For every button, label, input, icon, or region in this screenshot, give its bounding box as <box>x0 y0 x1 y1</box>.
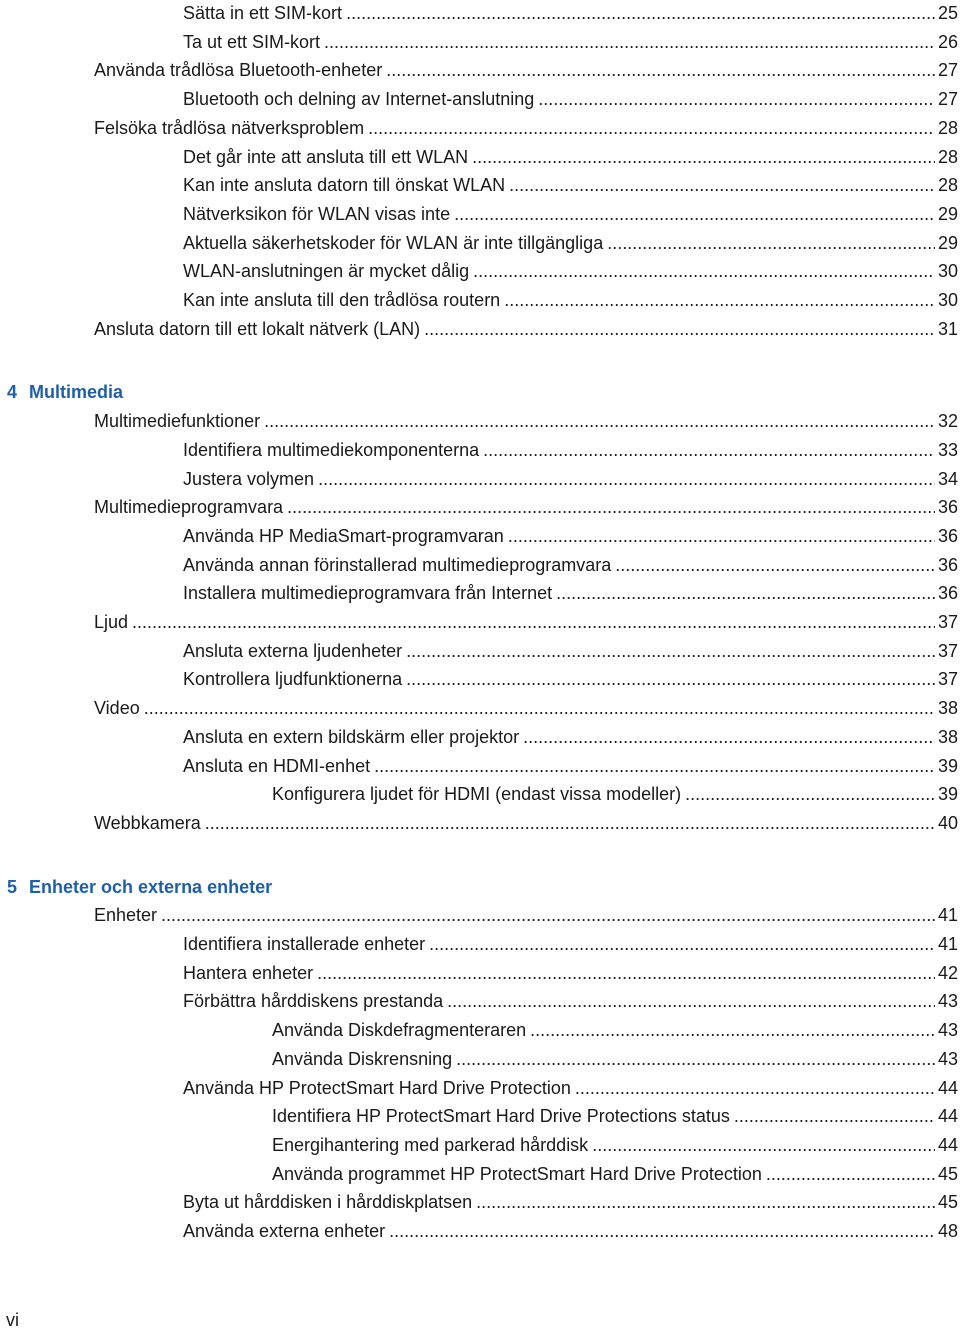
dot-leader <box>473 260 935 282</box>
toc-entry-title: Ta ut ett SIM-kort <box>183 31 321 52</box>
toc-entry[interactable] <box>94 902 958 926</box>
toc-entry-page-number: 43 <box>937 1020 958 1041</box>
toc-entry-title: Bluetooth och delning av Internet-anslutning <box>183 89 535 110</box>
toc-entry-page-number: 43 <box>937 1048 958 1069</box>
toc-entry[interactable] <box>183 144 958 168</box>
dot-leader <box>264 410 935 432</box>
dot-leader <box>324 31 935 53</box>
toc-entry-title: Aktuella säkerhetskoder för WLAN är inte tillgängliga <box>183 232 604 253</box>
toc-entry[interactable] <box>183 86 958 110</box>
toc-entry-page-number: 36 <box>937 554 958 575</box>
toc-entry[interactable] <box>183 466 958 490</box>
toc-entry[interactable] <box>183 29 958 53</box>
toc-entry-page-number: 38 <box>937 726 958 747</box>
toc-entry-page-number: 39 <box>937 755 958 776</box>
toc-entry-title: Använda HP ProtectSmart Hard Drive Protection <box>183 1077 571 1098</box>
chapter-heading <box>7 874 272 898</box>
dot-leader <box>424 318 935 340</box>
page-number: vi <box>6 1310 19 1330</box>
toc-entry[interactable] <box>183 988 958 1012</box>
dot-leader <box>429 933 935 955</box>
toc-entry-title: Multimedieprogramvara <box>94 497 284 518</box>
toc-entry-page-number: 42 <box>937 962 958 983</box>
dot-leader <box>132 611 935 633</box>
dot-leader <box>161 904 935 926</box>
toc-entry-title: Energihantering med parkerad hårddisk <box>272 1134 589 1155</box>
dot-leader <box>508 525 935 547</box>
toc-entry-page-number: 28 <box>937 175 958 196</box>
toc-entry-page-number: 43 <box>937 991 958 1012</box>
toc-entry-page-number: 26 <box>937 31 958 52</box>
dot-leader <box>476 1191 935 1213</box>
chapter-title: Multimedia <box>29 382 124 403</box>
toc-entry-page-number: 37 <box>937 612 958 632</box>
toc-entry-title: Kontrollera ljudfunktionerna <box>183 669 403 690</box>
toc-entry-title: Använda Diskdefragmenteraren <box>272 1020 527 1041</box>
toc-entry-page-number: 34 <box>937 468 958 489</box>
toc-entry-page-number: 44 <box>937 1134 958 1155</box>
toc-entry[interactable] <box>272 1132 958 1156</box>
toc-entry-page-number: 36 <box>937 583 958 604</box>
dot-leader <box>523 726 935 748</box>
toc-entry-title: Webbkamera <box>94 812 201 833</box>
toc-entry[interactable] <box>183 931 958 955</box>
dot-leader <box>406 668 935 690</box>
toc-entry-title: Identifiera installerade enheter <box>183 934 426 954</box>
toc-entry-title: Ansluta datorn till ett lokalt nätverk (LAN) <box>94 318 421 339</box>
toc-entry-page-number: 41 <box>937 905 958 926</box>
dot-leader <box>556 582 935 604</box>
dot-leader <box>368 117 935 139</box>
dot-leader <box>483 439 935 461</box>
toc-entry-page-number: 28 <box>937 146 958 167</box>
chapter-title: Enheter och externa enheter <box>29 876 273 897</box>
toc-entry[interactable] <box>94 57 958 81</box>
toc-entry[interactable] <box>94 609 958 633</box>
toc-entry[interactable] <box>183 960 958 984</box>
dot-leader <box>530 1019 935 1041</box>
dot-leader <box>318 468 935 490</box>
dot-leader <box>538 88 935 110</box>
toc-entry-title: Identifiera HP ProtectSmart Hard Drive Protections status <box>272 1106 730 1127</box>
toc-entry[interactable] <box>183 437 958 461</box>
toc-entry-page-number: 39 <box>937 784 958 805</box>
toc-entry[interactable] <box>183 1075 958 1099</box>
toc-entry[interactable] <box>272 1017 958 1041</box>
toc-entry[interactable] <box>183 1218 958 1242</box>
toc-entry-title: Felsöka trådlösa nätverksproblem <box>94 117 365 138</box>
toc-entry[interactable] <box>183 172 958 196</box>
chapter-number: 5 <box>7 876 18 897</box>
dot-leader <box>454 203 935 225</box>
toc-entry-title: Använda programmet HP ProtectSmart Hard Drive Protection <box>272 1163 762 1184</box>
toc-entry-title: Nätverksikon för WLAN visas inte <box>183 203 451 224</box>
toc-entry-title: Installera multimedieprogramvara från Internet <box>183 583 553 604</box>
toc-entry-title: Konfigurera ljudet för HDMI (endast vissa modeller) <box>272 784 682 805</box>
toc-entry-page-number: 30 <box>937 261 958 282</box>
toc-entry-page-number: 29 <box>937 203 958 224</box>
toc-entry-page-number: 27 <box>937 89 958 110</box>
toc-entry-page-number: 37 <box>937 640 958 661</box>
toc-entry-page-number: 45 <box>937 1163 958 1184</box>
dot-leader <box>504 289 935 311</box>
dot-leader <box>472 146 935 168</box>
toc-entry[interactable] <box>183 666 958 690</box>
toc-entry-page-number: 44 <box>937 1077 958 1098</box>
toc-entry[interactable] <box>183 552 958 576</box>
toc-entry-title: Kan inte ansluta till den trådlösa routern <box>183 290 501 310</box>
toc-entry-page-number: 41 <box>937 934 958 954</box>
toc-entry-title: Enheter <box>94 905 158 926</box>
toc-entry[interactable] <box>94 695 958 719</box>
toc-entry-title: Byta ut hårddisken i hårddiskplatsen <box>183 1192 473 1213</box>
dot-leader <box>685 783 935 805</box>
toc-entry-title: Ansluta externa ljudenheter <box>183 640 403 661</box>
chapter-number: 4 <box>7 382 18 403</box>
toc-entry-page-number: 27 <box>937 60 958 81</box>
dot-leader <box>144 697 935 719</box>
toc-entry-page-number: 44 <box>937 1106 958 1127</box>
dot-leader <box>592 1134 935 1156</box>
toc-entry[interactable] <box>183 258 958 282</box>
toc-entry-page-number: 31 <box>937 318 958 339</box>
toc-entry-title: Kan inte ansluta datorn till önskat WLAN <box>183 175 506 196</box>
toc-entry[interactable] <box>183 638 958 662</box>
toc-entry-page-number: 33 <box>937 439 958 460</box>
dot-leader <box>509 174 935 196</box>
dot-leader <box>607 232 935 254</box>
dot-leader <box>766 1163 935 1185</box>
toc-entry[interactable] <box>183 1189 958 1213</box>
toc-entry-title: Använda externa enheter <box>183 1221 386 1241</box>
toc-entry-title: Sätta in ett SIM-kort <box>183 3 343 23</box>
toc-entry-title: Justera volymen <box>183 468 315 489</box>
toc-entry-page-number: 45 <box>937 1192 958 1213</box>
toc-entry[interactable] <box>183 753 958 777</box>
dot-leader <box>346 2 935 24</box>
toc-entry[interactable] <box>183 0 958 24</box>
dot-leader <box>386 59 935 81</box>
dot-leader <box>389 1220 935 1242</box>
dot-leader <box>447 990 935 1012</box>
toc-entry-page-number: 38 <box>937 698 958 719</box>
toc-entry-title: Ljud <box>94 612 129 632</box>
toc-entry-page-number: 28 <box>937 117 958 138</box>
dot-leader <box>615 554 935 576</box>
toc-entry-page-number: 25 <box>937 3 958 23</box>
toc-entry-page-number: 36 <box>937 525 958 546</box>
toc-entry[interactable] <box>94 494 958 518</box>
toc-entry-title: Använda trådlösa Bluetooth-enheter <box>94 60 383 81</box>
toc-entry[interactable] <box>183 724 958 748</box>
toc-entry-title: Förbättra hårddiskens prestanda <box>183 991 444 1012</box>
toc-entry-title: Video <box>94 698 140 719</box>
toc-entry-title: Ansluta en HDMI-enhet <box>183 755 371 776</box>
toc-entry-page-number: 37 <box>937 669 958 690</box>
toc-entry-title: Det går inte att ansluta till ett WLAN <box>183 146 469 167</box>
toc-entry-page-number: 32 <box>937 411 958 432</box>
toc-entry-title: Använda annan förinstallerad multimedieprogramvara <box>183 554 612 575</box>
dot-leader <box>406 640 935 662</box>
toc-entry-title: WLAN-anslutningen är mycket dålig <box>183 261 470 282</box>
toc-entry-page-number: 48 <box>937 1221 958 1241</box>
toc-entry[interactable] <box>94 810 958 834</box>
toc-entry-title: Hantera enheter <box>183 962 314 983</box>
dot-leader <box>575 1077 935 1099</box>
toc-entry-title: Använda Diskrensning <box>272 1048 453 1069</box>
dot-leader <box>287 496 935 518</box>
toc-entry-title: Identifiera multimediekomponenterna <box>183 439 480 460</box>
toc-entry-title: Ansluta en extern bildskärm eller projektor <box>183 726 520 747</box>
toc-entry[interactable] <box>183 230 958 254</box>
toc-entry-page-number: 30 <box>937 290 958 310</box>
toc-entry-title: Multimediefunktioner <box>94 411 261 432</box>
toc-entry[interactable] <box>183 580 958 604</box>
dot-leader <box>734 1105 935 1127</box>
dot-leader <box>317 962 935 984</box>
toc-entry-page-number: 29 <box>937 232 958 253</box>
dot-leader <box>205 812 935 834</box>
toc-entry-page-number: 40 <box>937 812 958 833</box>
dot-leader <box>456 1048 935 1070</box>
dot-leader <box>374 755 935 777</box>
toc-entry[interactable] <box>183 201 958 225</box>
toc-entry-page-number: 36 <box>937 497 958 518</box>
toc-entry[interactable] <box>272 781 958 805</box>
toc-entry[interactable] <box>183 287 958 311</box>
toc-entry-title: Använda HP MediaSmart-programvaran <box>183 525 504 546</box>
chapter-heading <box>7 379 123 403</box>
toc-entry[interactable] <box>183 523 958 547</box>
toc-entry[interactable] <box>272 1161 958 1185</box>
toc-entry[interactable] <box>94 316 958 340</box>
toc-entry[interactable] <box>94 115 958 139</box>
toc-entry[interactable] <box>94 408 958 432</box>
toc-entry[interactable] <box>272 1046 958 1070</box>
toc-entry[interactable] <box>272 1103 958 1127</box>
